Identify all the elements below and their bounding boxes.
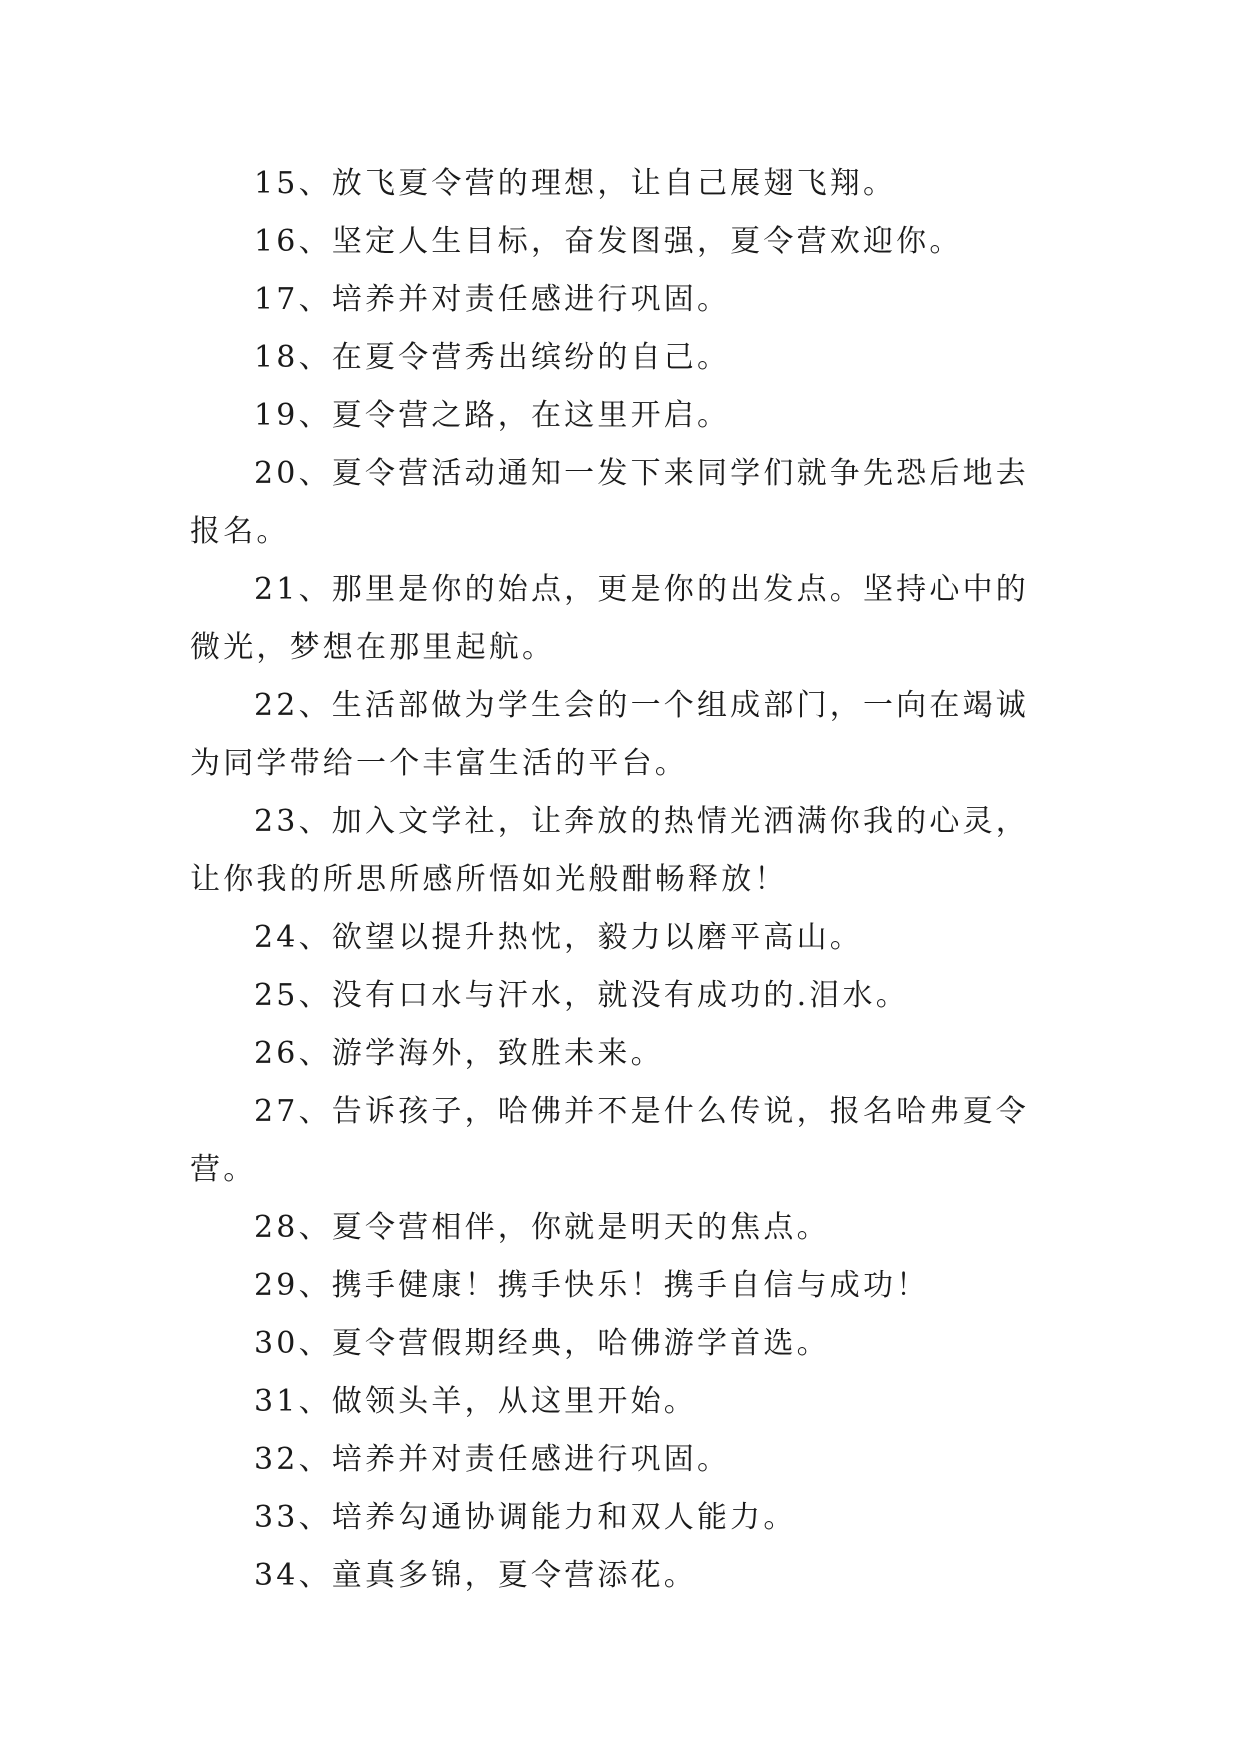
list-item: 18、在夏令营秀出缤纷的自己。 bbox=[254, 340, 731, 375]
list-item: 29、携手健康！携手快乐！携手自信与成功！ bbox=[254, 1268, 930, 1303]
list-item: 21、那里是你的始点，更是你的出发点。坚持心中的微光，梦想在那里起航。 bbox=[190, 572, 1029, 665]
list-item: 28、夏令营相伴，你就是明天的焦点。 bbox=[254, 1210, 830, 1245]
list-item: 16、坚定人生目标，奋发图强，夏令营欢迎你。 bbox=[254, 224, 963, 259]
document-body bbox=[190, 155, 1050, 1605]
list-item: 34、童真多锦，夏令营添花。 bbox=[254, 1558, 697, 1593]
list-item: 26、游学海外，致胜未来。 bbox=[254, 1036, 664, 1071]
list-item: 19、夏令营之路，在这里开启。 bbox=[254, 398, 731, 433]
list-item: 30、夏令营假期经典，哈佛游学首选。 bbox=[254, 1326, 830, 1361]
list-item: 31、做领头羊，从这里开始。 bbox=[254, 1384, 697, 1419]
list-item: 23、加入文学社，让奔放的热情光洒满你我的心灵，让你我的所思所感所悟如光般酣畅释放！ bbox=[190, 804, 1029, 897]
list-item: 33、培养勾通协调能力和双人能力。 bbox=[254, 1500, 797, 1535]
list-item: 27、告诉孩子，哈佛并不是什么传说，报名哈弗夏令营。 bbox=[190, 1094, 1029, 1187]
list-item: 22、生活部做为学生会的一个组成部门，一向在竭诚为同学带给一个丰富生活的平台。 bbox=[190, 688, 1029, 781]
list-item: 32、培养并对责任感进行巩固。 bbox=[254, 1442, 731, 1477]
list-item: 20、夏令营活动通知一发下来同学们就争先恐后地去报名。 bbox=[190, 456, 1029, 549]
list-item: 24、欲望以提升热忱，毅力以磨平高山。 bbox=[254, 920, 863, 955]
list-item: 17、培养并对责任感进行巩固。 bbox=[254, 282, 731, 317]
list-item: 15、放飞夏令营的理想，让自己展翅飞翔。 bbox=[254, 166, 897, 201]
list-item: 25、没有口水与汗水，就没有成功的.泪水。 bbox=[254, 978, 909, 1013]
